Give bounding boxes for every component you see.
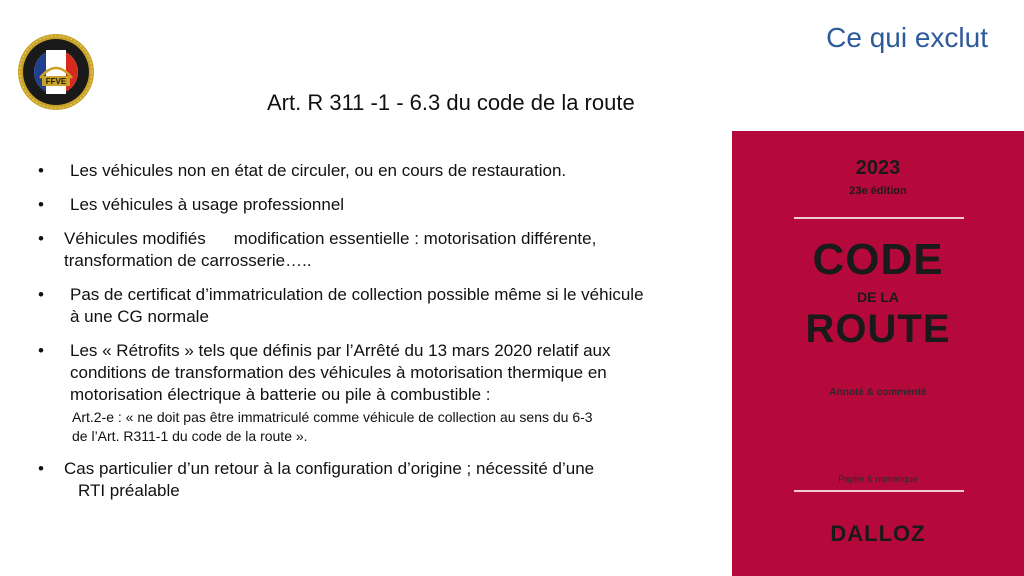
bullet-marker: • — [38, 341, 44, 360]
bullet-marker: • — [38, 195, 44, 214]
list-item — [38, 194, 728, 216]
book-cover-image — [732, 131, 1024, 576]
list-item — [38, 284, 728, 328]
book-title-code: CODE — [812, 235, 944, 284]
bullet-text-part: Véhicules modifiés — [64, 229, 206, 248]
bullet-text — [38, 228, 728, 272]
note-line: Art.2-e : « ne doit pas être immatriculé comme véhicule de collection au sens du 6-3 — [72, 409, 593, 425]
book-edition: 23e édition — [849, 185, 907, 197]
book-divider — [794, 490, 964, 492]
book-format: Papier & numérique — [838, 474, 918, 484]
book-year: 2023 — [855, 157, 901, 179]
list-item — [38, 160, 728, 182]
slide-subtitle: Art. R 311 -1 - 6.3 du code de la route — [267, 90, 635, 115]
bullet-text-part: conditions de transformation des véhicules à motorisation thermique en — [70, 363, 607, 382]
bullet-marker: • — [38, 229, 44, 248]
bullet-marker: • — [38, 285, 44, 304]
ffve-logo — [16, 32, 96, 112]
slide-title: Ce qui exclut — [826, 22, 988, 53]
bullet-text-cont: RTI préalable — [78, 481, 180, 500]
book-annote: Annoté & commenté — [829, 387, 927, 398]
bullet-text: Les véhicules à usage professionnel — [70, 195, 345, 214]
logo-center-text: FFVE — [45, 77, 67, 86]
bullet-text-part: transformation de carrosserie….. — [64, 251, 312, 270]
book-publisher: DALLOZ — [830, 521, 926, 546]
bullet-text-part: motorisation électrique à batterie ou pile à combustible : — [70, 385, 491, 404]
bullet-text: Pas de certificat d’immatriculation de collection possible même si le véhicule — [70, 285, 644, 304]
book-title-dela: DE LA — [857, 289, 899, 305]
list-item — [38, 458, 728, 502]
bullet-marker: • — [38, 161, 44, 180]
bullet-text-cont: à une CG normale — [70, 307, 209, 326]
bullet-list — [38, 160, 728, 514]
bullet-text-part: modification essentielle : motorisation différente, — [233, 229, 597, 248]
note-line: de l’Art. R311-1 du code de la route ». — [72, 428, 308, 444]
list-item — [38, 228, 728, 272]
bullet-text: Les véhicules non en état de circuler, ou en cours de restauration. — [70, 161, 567, 180]
bullet-marker: • — [38, 459, 44, 478]
bullet-note — [38, 408, 728, 446]
book-title-route: ROUTE — [805, 307, 951, 351]
bullet-text: Cas particulier d’un retour à la configuration d’origine ; nécessité d’une — [64, 459, 595, 478]
list-item — [38, 340, 728, 446]
bullet-text — [38, 340, 728, 406]
bullet-text-part: Les « Rétrofits » tels que définis par l’Arrêté du 13 mars 2020 relatif aux — [70, 341, 611, 360]
book-divider — [794, 217, 964, 219]
